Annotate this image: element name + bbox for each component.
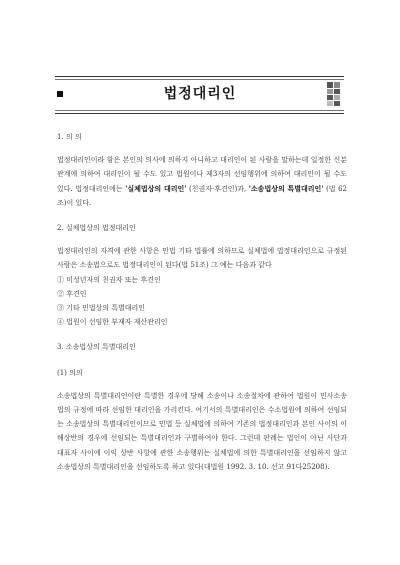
emphasis-substantive-agent: '실체법상의 대리인' — [125, 183, 187, 193]
list-item: ④ 법원이 선임한 부재자 재산관리인 — [57, 318, 168, 327]
text-run: (친권자·후견인)과, — [186, 184, 249, 193]
list-item: ① 미성년자의 친권자 또는 후견인 — [57, 275, 161, 284]
title-frame-bottom-rule — [55, 110, 344, 111]
title-frame-top-rule — [55, 79, 344, 80]
section-3-heading: 3. 소송법상의 특별대리인 — [57, 343, 136, 352]
list-item: ② 후견인 — [57, 289, 87, 298]
document-title: 법정대리인 — [163, 86, 237, 102]
decorative-blocks-icon — [327, 82, 340, 106]
emphasis-procedural-agent: '소송법상의 특별대리인' — [248, 183, 324, 193]
section-1-heading: 1. 의 의 — [57, 133, 82, 141]
section-2-paragraph: 법정대리인의 자격에 관한 사항은 민법 기타 법률에 의하므로 실체법에 법정대리인으로 규정된 사람은 소송법으로도 법정대리인이 된다(법 51조) 그 예는 다음과 같다 — [57, 247, 347, 270]
section-3-1-paragraph: 소송법상의 특별대리인이란 특별한 경우에 당해 소송이나 소송절차에 관하여 법원이 민사소송법의 규정에 따라 선임한 대리인을 가리킨다. 여기서의 특별대리인은 수소법원에 의하여 선임되는 소송법상의 특별대리인이므로 민법 등 실체법에 의하여 기존의 법정대리인과 본인 사이의 이해상반의 경우에 선임되는 특별대리인과 구별하여야 한다. 그런데 판례는 법인이 아닌 사단과 대표자 사이에 이익 상반 사항에 관한 소송행위는 실체법에 의한 특별대리인을 선임하지 않고 소송법상의 특별대리인을 선임하도록 하고 있다(대법원 1992. 3. 10. 선고 91다25208). — [57, 391, 347, 471]
text-run: 법정대리인이라 함은 본인의 의사에 의하지 아니하고 대리인이 된 사람을 말하는데 일정한 신분관계에 의하여 대리인이 될 수도 있고 법원이나 제3자의 선임행위에 의하여 대리인이 될 수도 있다. 법정대리인에는 — [57, 156, 347, 193]
section-1-paragraph — [57, 153, 347, 210]
section-3-1-heading: (1) 의의 — [57, 368, 83, 377]
document-body — [57, 130, 347, 474]
section-2-heading: 2. 실체법상의 법정대리인 — [57, 224, 136, 233]
list-item: ③ 기타 민법상의 특별대리인 — [57, 304, 146, 313]
text-run: (법 62조)이 있다. — [57, 184, 347, 207]
